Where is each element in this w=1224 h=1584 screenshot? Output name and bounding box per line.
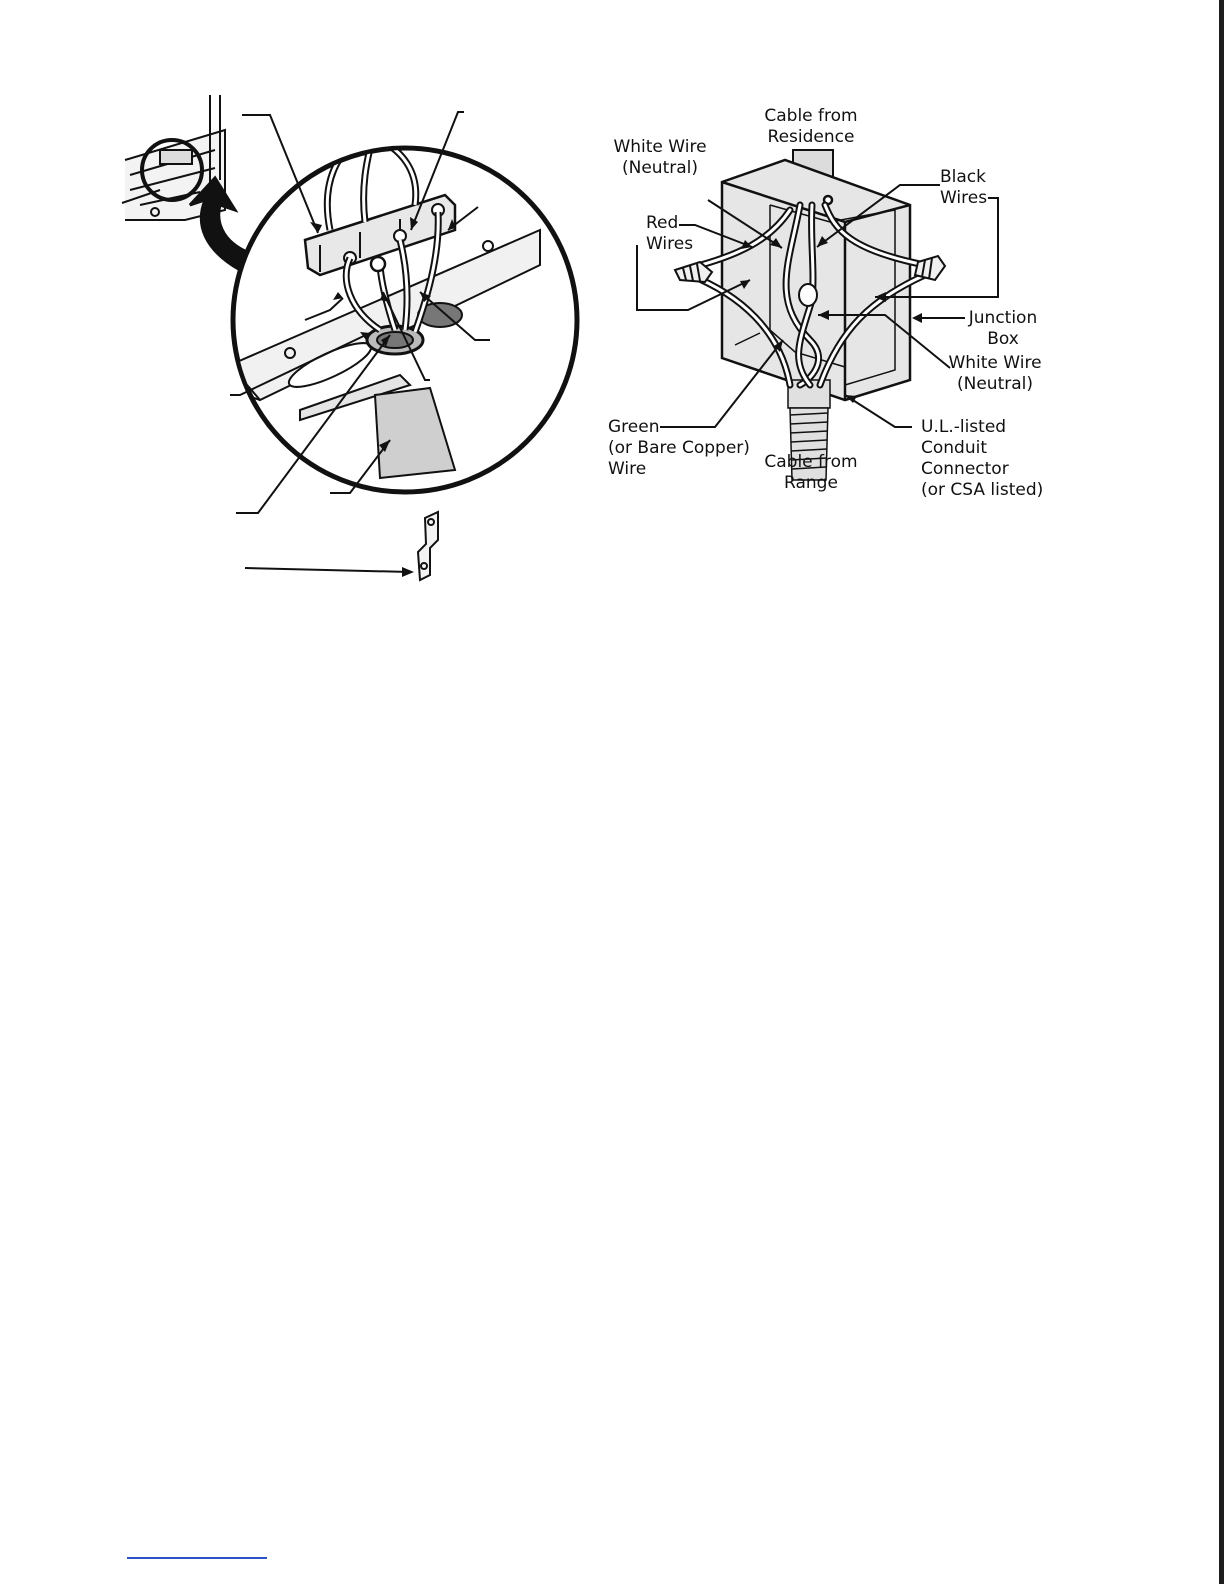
label-red-wires: Red Wires — [646, 213, 694, 254]
ground-screw — [799, 284, 817, 306]
label-conduit-connector: U.L.-listed Conduit Connector (or CSA listed) — [921, 417, 1044, 500]
label-cable-from-residence: Cable from Residence — [764, 106, 858, 147]
wire-nut-right — [915, 256, 945, 280]
label-junction-box: Junction Box — [968, 308, 1038, 349]
footer-rule — [127, 1557, 267, 1559]
label-white-wire-neutral-top: White Wire (Neutral) — [613, 137, 707, 178]
label-white-wire-neutral-right: White Wire (Neutral) — [948, 353, 1042, 394]
page-edge — [1219, 0, 1224, 1584]
label-cable-from-range: Cable from Range — [764, 452, 858, 493]
label-green-wire: Green (or Bare Copper) Wire — [608, 417, 750, 479]
label-black-wires: Black Wires — [940, 167, 988, 208]
